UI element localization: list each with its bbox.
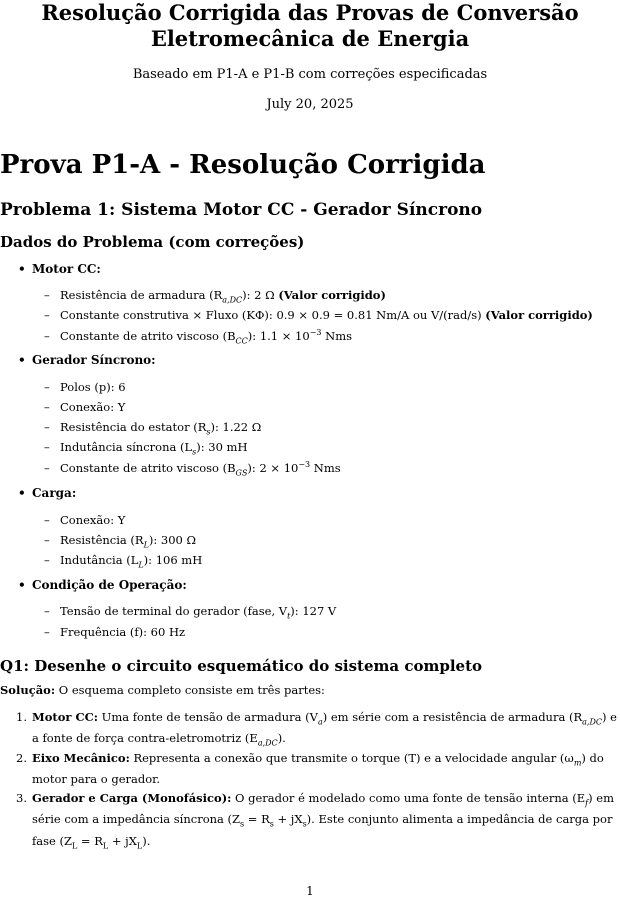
- gerador-label: Gerador Síncrono:: [32, 353, 156, 367]
- subscript: L: [102, 840, 109, 850]
- item-text: Resistência de armadura (R: [60, 288, 223, 302]
- dash: –: [44, 625, 50, 639]
- motor-label: Motor CC:: [32, 262, 101, 276]
- item-text: = R: [77, 833, 103, 848]
- item-label: Eixo Mecânico:: [32, 751, 130, 765]
- dash: –: [44, 513, 50, 527]
- list-item: [44, 513, 125, 527]
- item-text: Conexão: Y: [60, 513, 126, 527]
- item-text: ): 106 mH: [143, 553, 203, 567]
- subscript: s: [192, 447, 197, 457]
- item-text: = R: [244, 812, 270, 827]
- item-text: Uma fonte de tensão de armadura (V: [98, 710, 318, 724]
- list-item: [44, 460, 341, 477]
- item-text: ). Este conjunto alimenta a impedância de carga por fase (Z: [32, 812, 613, 848]
- dash: –: [44, 460, 50, 475]
- dash: –: [44, 328, 50, 343]
- subscript: s: [269, 819, 274, 829]
- subscript: s: [240, 819, 245, 829]
- subscript: m: [573, 758, 582, 768]
- subscript: CC: [235, 336, 248, 346]
- sub-wrap: [235, 329, 248, 346]
- item-text: ): 1.22 Ω: [210, 420, 262, 434]
- superscript: −3: [309, 328, 322, 337]
- subscript: a,DC: [257, 738, 278, 748]
- section-title: Prova P1-A - Resolução Corrigida: [0, 150, 486, 180]
- item-text: ): 30 mH: [196, 440, 248, 454]
- subscript: L: [143, 540, 149, 550]
- list-item: [44, 533, 196, 549]
- dash: –: [44, 533, 50, 547]
- dash: –: [44, 420, 50, 434]
- title-line-1: Resolução Corrigida das Provas de Conversão: [41, 0, 579, 25]
- dash: –: [44, 380, 50, 394]
- list-item: [44, 440, 247, 456]
- subscript: GS: [235, 468, 248, 478]
- numbered-item-2: [0, 750, 618, 786]
- bullet-gerador: [18, 353, 156, 367]
- item-label: Gerador e Carga (Monofásico):: [32, 791, 232, 805]
- item-text: Nms: [321, 328, 353, 343]
- carga-label: Carga:: [32, 486, 77, 500]
- item-text: Representa a conexão que transmite o torque (T) e a velocidade angular (ω: [129, 751, 574, 765]
- dash: –: [44, 440, 50, 454]
- subscript: a: [317, 717, 323, 727]
- item-text: ) e a fonte de força contra-eletromotriz (E: [32, 710, 617, 746]
- subscript: s: [302, 819, 307, 829]
- sub-wrap: [582, 710, 602, 727]
- document-subtitle: Baseado em P1-A e P1-B com correções especificadas: [132, 67, 488, 82]
- bullet-dot: •: [18, 486, 26, 500]
- sub-wrap: [257, 731, 278, 748]
- solution-intro: [0, 683, 325, 697]
- correction-note: (Valor corrigido): [485, 308, 593, 322]
- bullet-motor: [18, 262, 101, 276]
- item-text: Polos (p): 6: [60, 380, 126, 394]
- page-number: 1: [306, 884, 314, 898]
- dash: –: [44, 288, 50, 302]
- subscript: t: [287, 611, 291, 621]
- document-title: [0, 0, 620, 52]
- list-item: [44, 604, 336, 620]
- item-text: Frequência (f): 60 Hz: [60, 625, 186, 639]
- item-text: + jX: [273, 812, 303, 827]
- item-number: 2.: [16, 751, 27, 765]
- item-text: ): 1.1 × 10: [247, 328, 310, 343]
- solution-label: Solução:: [0, 683, 56, 697]
- item-text: ).: [142, 833, 151, 848]
- subscript: L: [71, 840, 78, 850]
- title-line-2: Eletromecânica de Energia: [150, 26, 470, 51]
- item-body: [32, 709, 618, 752]
- list-item: [44, 400, 125, 414]
- numbered-item-1: [0, 709, 618, 748]
- item-text: ): 300 Ω: [148, 533, 197, 547]
- list-item: [44, 420, 261, 436]
- subscript: a,DC: [582, 717, 602, 727]
- item-text: ): 2 Ω: [242, 288, 275, 302]
- item-text: ).: [277, 731, 286, 746]
- list-item: [44, 288, 386, 304]
- q1-title: Q1: Desenhe o circuito esquemático do sistema completo: [0, 657, 482, 675]
- bullet-condicao: [18, 578, 187, 592]
- item-text: Constante de atrito viscoso (B: [60, 460, 236, 475]
- item-body: [32, 790, 618, 854]
- data-title: Dados do Problema (com correções): [0, 233, 305, 251]
- item-text: Conexão: Y: [60, 400, 126, 414]
- item-label: Motor CC:: [32, 710, 98, 724]
- item-text: Nms: [310, 460, 341, 475]
- item-text: ) em série com a resistência de armadura (R: [322, 710, 583, 724]
- bullet-dot: •: [18, 578, 26, 592]
- item-text: Indutância (L: [60, 553, 139, 567]
- item-text: ) em série com a impedância síncrona (Z: [32, 791, 614, 827]
- dash: –: [44, 604, 50, 618]
- subscript: L: [138, 560, 144, 570]
- list-item: [44, 553, 202, 569]
- item-text: Resistência (R: [60, 533, 144, 547]
- item-body: [32, 750, 618, 788]
- list-item: [44, 380, 126, 394]
- item-text: Indutância síncrona (L: [60, 440, 193, 454]
- correction-note: (Valor corrigido): [278, 288, 386, 302]
- solution-text: O esquema completo consiste em três partes:: [55, 683, 325, 697]
- subscript: a,DC: [222, 295, 243, 305]
- item-text: ): 127 V: [290, 604, 337, 618]
- subscript: L: [136, 840, 143, 850]
- item-text: O gerador é modelado como uma fonte de tensão interna (E: [231, 791, 586, 805]
- item-text: Constante construtiva × Fluxo (KΦ): 0.9 × 0.9 = 0.81 Nm/A ou V/(rad/s): [60, 308, 482, 322]
- problem-title: Problema 1: Sistema Motor CC - Gerador Síncrono: [0, 200, 483, 220]
- sub-wrap: [222, 288, 243, 305]
- sub-wrap: [235, 461, 248, 478]
- dash: –: [44, 553, 50, 567]
- item-text: Tensão de terminal do gerador (fase, V: [60, 604, 288, 618]
- dash: –: [44, 400, 50, 414]
- item-text: ): 2 × 10: [247, 460, 299, 475]
- item-text: ) do motor para o gerador.: [32, 751, 604, 787]
- superscript: −3: [298, 460, 311, 469]
- item-text: Resistência do estator (R: [60, 420, 207, 434]
- document-date: July 20, 2025: [266, 97, 354, 112]
- item-text: Constante de atrito viscoso (B: [60, 328, 236, 343]
- list-item: [44, 328, 352, 345]
- item-text: + jX: [108, 833, 137, 848]
- bullet-dot: •: [18, 353, 26, 367]
- item-number: 1.: [16, 710, 27, 724]
- cond-label: Condição de Operação:: [32, 578, 187, 592]
- bullet-dot: •: [18, 262, 26, 276]
- subscript: s: [206, 427, 211, 437]
- item-number: 3.: [16, 791, 27, 805]
- list-item: [44, 625, 185, 639]
- subscript: f: [585, 798, 589, 808]
- dash: –: [44, 308, 50, 322]
- bullet-carga: [18, 486, 76, 500]
- list-item: [44, 308, 593, 322]
- numbered-item-3: [0, 790, 618, 850]
